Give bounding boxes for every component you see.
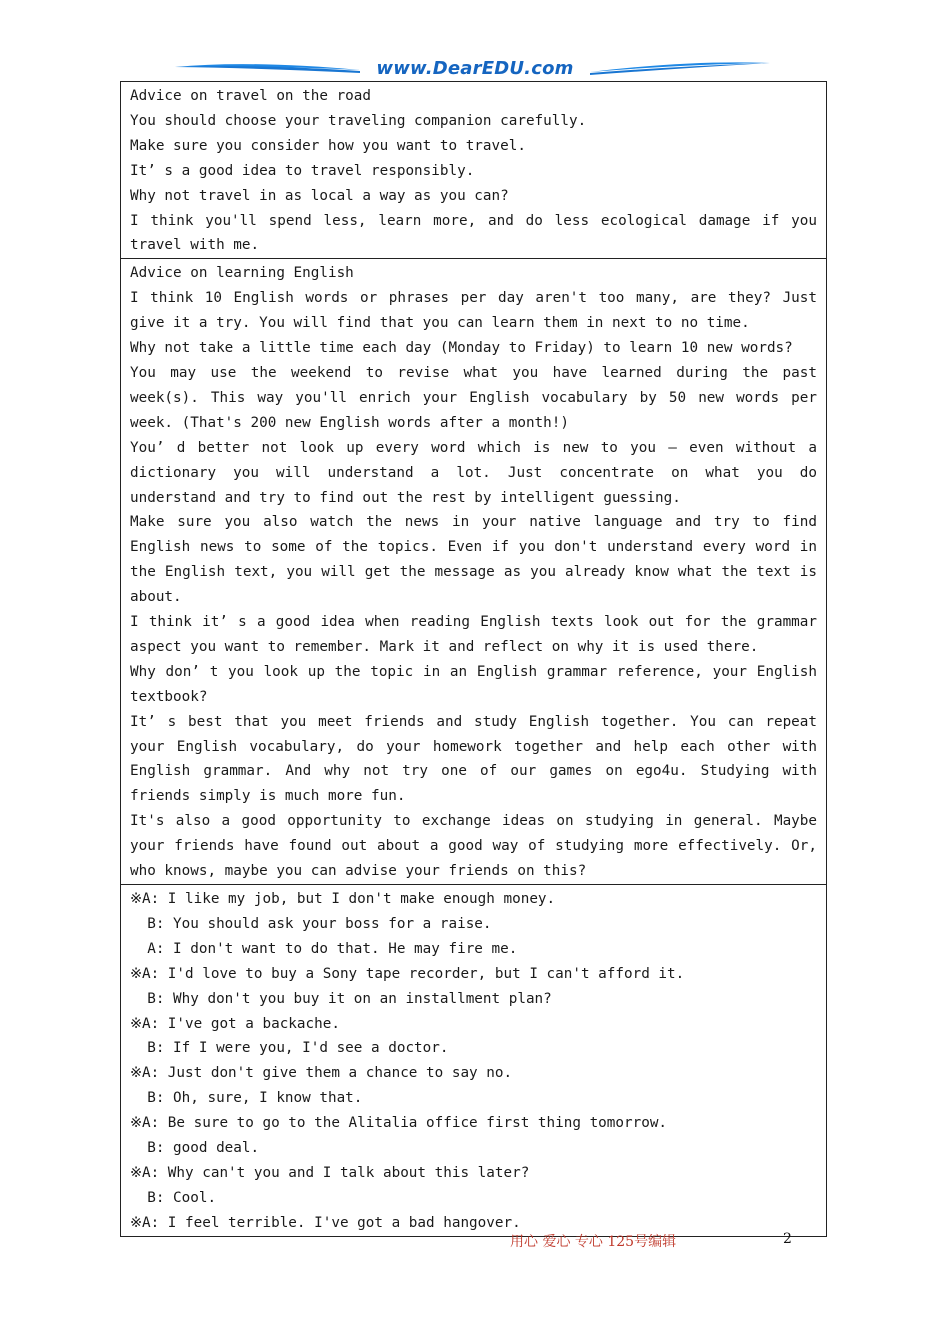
dialogue-line: ※A: I like my job, but I don't make enough money.: [130, 891, 556, 907]
dialogue-line: ※A: I feel terrible. I've got a bad hangover.: [130, 1214, 521, 1231]
dialogue-line: B: Why don't you buy it on an installment plan?: [130, 990, 552, 1007]
site-header: [170, 56, 780, 82]
site-url[interactable]: www.DearEDU.com: [376, 58, 574, 79]
english-paragraph: Why not take a little time each day (Monday to Friday) to learn 10 new words?: [130, 340, 793, 357]
travel-line: I think you'll spend less, learn more, and do less ecological damage if you travel with me.: [130, 212, 817, 254]
dialogue-line: A: I don't want to do that. He may fire me.: [130, 940, 518, 957]
travel-line: You should choose your traveling companion carefully.: [130, 112, 587, 129]
dialogue-row: [121, 885, 827, 1237]
page-number: 2: [783, 1231, 792, 1247]
english-cell: [121, 259, 827, 885]
footer-text: 用心 爱心 专心 125号编辑: [510, 1234, 677, 1250]
english-row: [121, 259, 827, 885]
english-paragraph: You may use the weekend to revise what you have learned during the past week(s). This way you'll enrich your English vocabulary by 50 new words per week. (That's 200 new English words after a month!): [130, 364, 817, 431]
dialogue-line: B: Cool.: [130, 1189, 217, 1206]
dialogue-line: ※A: Be sure to go to the Alitalia office first thing tomorrow.: [130, 1115, 668, 1132]
travel-line: Make sure you consider how you want to travel.: [130, 137, 526, 154]
english-paragraph: Make sure you also watch the news in your native language and try to find English news to some of the topics. Even if you don't understand every word in the English text, you will get the message as you already know what the text is about.: [130, 514, 817, 606]
english-title: Advice on learning English: [130, 265, 354, 282]
dialogue-line: ※A: Why can't you and I talk about this later?: [130, 1164, 530, 1181]
dialogue-line: B: Oh, sure, I know that.: [130, 1090, 363, 1107]
travel-line: It’ s a good idea to travel responsibly.: [130, 162, 475, 179]
content-table: [120, 81, 827, 1237]
dialogue-cell: [121, 885, 827, 1237]
english-paragraph: It’ s best that you meet friends and study English together. You can repeat your English vocabulary, do your homework together and help each other with English grammar. And why not try one of our games on ego4u. Studying with friends simply is much more fun.: [130, 713, 817, 805]
travel-title: Advice on travel on the road: [130, 88, 372, 104]
dialogue-line: B: good deal.: [130, 1140, 260, 1157]
english-paragraph: Why don’ t you look up the topic in an English grammar reference, your English textbook?: [130, 663, 817, 705]
travel-row: [121, 82, 827, 259]
dialogue-line: ※A: I've got a backache.: [130, 1015, 340, 1032]
travel-cell: [121, 82, 827, 259]
dialogue-line: B: If I were you, I'd see a doctor.: [130, 1040, 449, 1057]
english-paragraph: It's also a good opportunity to exchange ideas on studying in general. Maybe your friends have found out about a good way of studying more effectively. Or, who knows, maybe you can advise your friends on this?: [130, 813, 817, 880]
dialogue-line: B: You should ask your boss for a raise.: [130, 915, 492, 932]
travel-line: Why not travel in as local a way as you can?: [130, 187, 509, 204]
dialogue-line: ※A: Just don't give them a chance to say no.: [130, 1065, 513, 1082]
dialogue-line: ※A: I'd love to buy a Sony tape recorder, but I can't afford it.: [130, 965, 685, 982]
english-paragraph: I think 10 English words or phrases per day aren't too many, are they? Just give it a try. You will find that you can learn them in next to no time.: [130, 290, 817, 332]
english-paragraph: You’ d better not look up every word which is new to you — even without a dictionary you will understand a lot. Just concentrate on what you do understand and try to find out the rest by intelligent guessing.: [130, 439, 817, 506]
english-paragraph: I think it’ s a good idea when reading English texts look out for the grammar aspect you want to remember. Mark it and reflect on why it is used there.: [130, 614, 817, 655]
